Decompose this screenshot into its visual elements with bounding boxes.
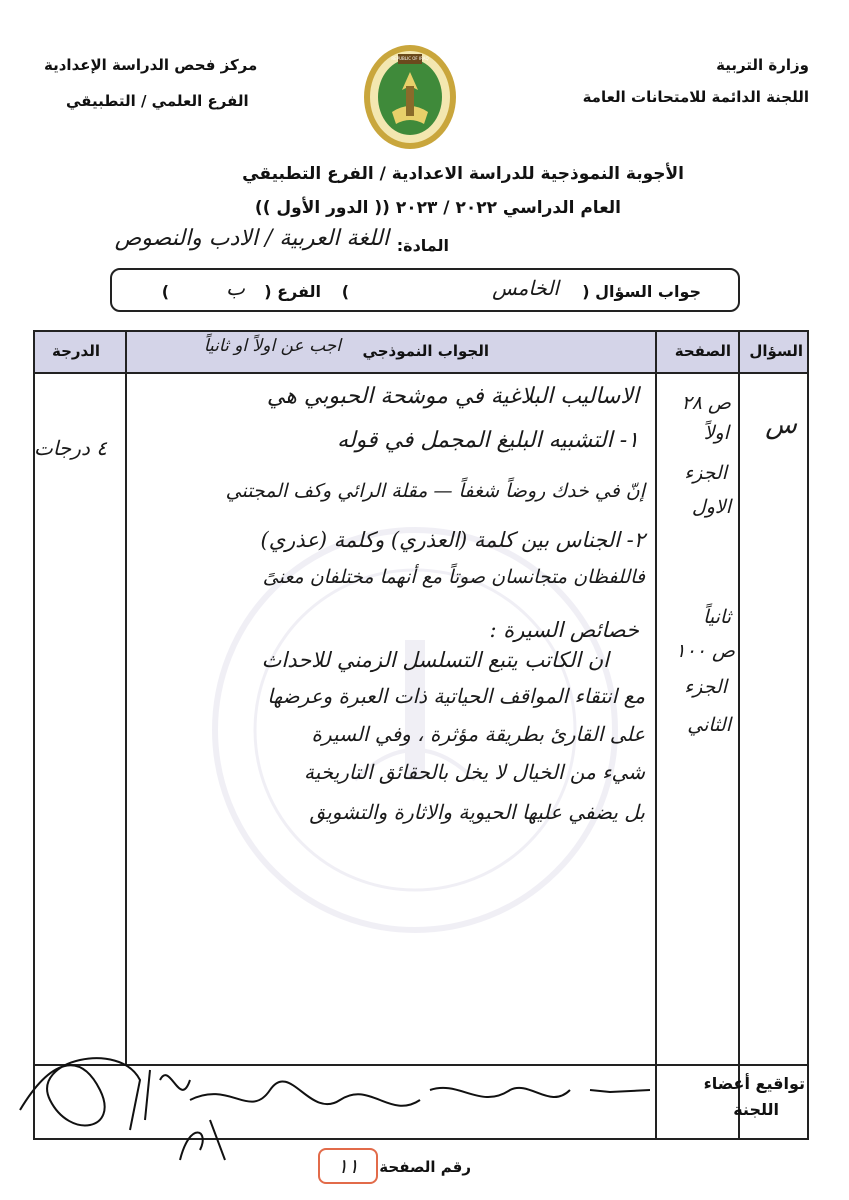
page-cell: اولاً bbox=[703, 422, 729, 444]
committee-name: اللجنة الدائمة للامتحانات العامة bbox=[582, 88, 809, 106]
ministry-name: وزارة التربية bbox=[716, 56, 809, 74]
page-cell: الثاني bbox=[687, 714, 731, 736]
answer-line: بل يضفي عليها الحيوية والاثارة والتشويق bbox=[309, 800, 645, 824]
answer-line: ان الكاتب يتبع التسلسل الزمني للاحداث bbox=[261, 648, 609, 672]
subject-label: المادة: bbox=[396, 236, 449, 255]
page-cell: الاول bbox=[691, 496, 731, 518]
page-cell: ص ٢٨ bbox=[681, 392, 731, 414]
exam-center-name: مركز فحص الدراسة الإعدادية bbox=[44, 56, 258, 74]
page-number-box bbox=[318, 1148, 378, 1184]
page-number: ١١ bbox=[337, 1154, 359, 1178]
answer-line: شيء من الخيال لا يخل بالحقائق التاريخية bbox=[304, 760, 645, 784]
page-cell: ثانياً bbox=[703, 606, 731, 628]
answer-line: على القارئ بطريقة مؤثرة ، وفي السيرة bbox=[311, 722, 645, 746]
branch-value: ب bbox=[226, 276, 245, 300]
branch-header: الفرع العلمي / التطبيقي bbox=[66, 92, 249, 110]
branch-label: الفرع ( bbox=[264, 282, 321, 301]
signatures-label: تواقيع أعضاء bbox=[703, 1074, 805, 1093]
col-model-answer: الجواب النموذجي bbox=[362, 342, 489, 360]
answer-line: إنّ في خدك روضاً شغفاً — مقلة الرائي وكف المجتني bbox=[225, 480, 645, 502]
question-close: ) bbox=[341, 282, 349, 301]
page-cell: الجزء bbox=[684, 462, 727, 484]
col-question: السؤال bbox=[749, 342, 803, 360]
grade-cell: ٤ درجات bbox=[34, 436, 107, 460]
answer-line: مع انتقاء المواقف الحياتية ذات العبرة وعرضها bbox=[267, 684, 645, 708]
document-title: الأجوبة النموذجية للدراسة الاعدادية / الفرع التطبيقي bbox=[242, 164, 684, 184]
col-grade: الدرجة bbox=[52, 342, 100, 360]
page-cell: الجزء bbox=[684, 676, 727, 698]
subject-value: اللغة العربية / الادب والنصوص bbox=[114, 226, 389, 251]
answer-line: ١- التشبيه البليغ المجمل في قوله bbox=[337, 428, 639, 453]
answer-line: ٢- الجناس بين كلمة (العذري) وكلمة (عذري) bbox=[260, 528, 645, 552]
page-cell: ص ١٠٠ bbox=[675, 640, 735, 662]
branch-close: ) bbox=[161, 282, 169, 301]
col-page: الصفحة bbox=[674, 342, 731, 360]
answer-line: الاساليب البلاغية في موشحة الحبوبي هي bbox=[266, 384, 639, 409]
answer-line: خصائص السيرة : bbox=[489, 618, 639, 642]
ministry-seal-icon bbox=[362, 42, 458, 152]
page-number-label: رقم الصفحة bbox=[379, 1158, 471, 1176]
answer-line: فاللفظان متجانسان صوتاً مع أنهما مختلفان معنىً bbox=[262, 566, 645, 588]
signatures-label-line2: اللجنة bbox=[733, 1100, 779, 1119]
question-value: الخامس bbox=[492, 276, 559, 300]
academic-year: العام الدراسي ٢٠٢٢ / ٢٠٢٣ (( الدور الأول )) bbox=[254, 198, 621, 218]
col-instruction: اجب عن اولاً او ثانياً bbox=[203, 336, 341, 356]
question-label: جواب السؤال ( bbox=[582, 282, 701, 301]
question-cell: س bbox=[765, 410, 797, 440]
seal-text: REPUBLIC OF IRAQ bbox=[391, 56, 429, 61]
